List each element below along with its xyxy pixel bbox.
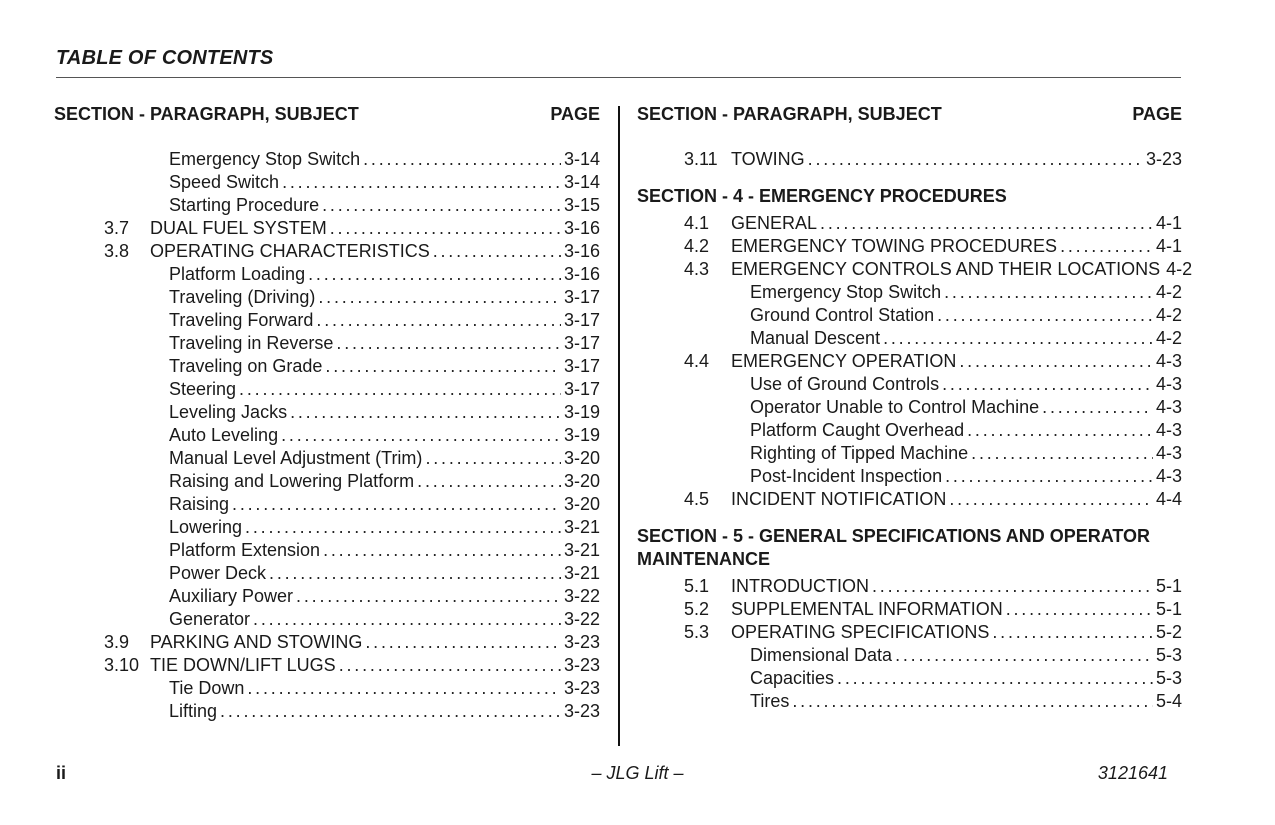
toc-entry-title: OPERATING CHARACTERISTICS bbox=[150, 241, 430, 261]
toc-entry-number: 5.1 bbox=[684, 576, 710, 596]
toc-entry-title: EMERGENCY OPERATION bbox=[731, 351, 957, 371]
toc-entry-number: 4.2 bbox=[684, 236, 710, 256]
toc-entry[interactable] bbox=[637, 327, 1182, 350]
toc-entry[interactable] bbox=[54, 401, 600, 424]
toc-entry-page: 3-15 bbox=[563, 195, 600, 215]
dot-leader bbox=[323, 539, 561, 562]
toc-entry-page: 3-16 bbox=[563, 241, 600, 261]
toc-entry-number: 4.1 bbox=[684, 213, 710, 233]
footer-doc-number: 3121641 bbox=[1097, 763, 1168, 783]
dot-leader bbox=[959, 350, 1153, 373]
dot-leader bbox=[245, 516, 561, 539]
toc-entry-page: 3-22 bbox=[563, 609, 600, 629]
toc-entry-title: Emergency Stop Switch bbox=[169, 149, 361, 169]
column-divider bbox=[618, 106, 620, 746]
toc-entry-title: Righting of Tipped Machine bbox=[750, 443, 969, 463]
toc-entry-page: 3-17 bbox=[563, 287, 600, 307]
toc-entry-title: SUPPLEMENTAL INFORMATION bbox=[731, 599, 1003, 619]
toc-entry-number: 4.4 bbox=[684, 351, 710, 371]
toc-entry-page: 3-23 bbox=[563, 678, 600, 698]
toc-entry-page: 5-3 bbox=[1155, 645, 1182, 665]
toc-entry[interactable] bbox=[54, 378, 600, 401]
toc-entry-title: Starting Procedure bbox=[169, 195, 320, 215]
column-header-left bbox=[54, 104, 600, 128]
toc-entry-page: 3-14 bbox=[563, 149, 600, 169]
toc-block-3 bbox=[637, 148, 1182, 171]
toc-entry-title: Platform Extension bbox=[169, 540, 321, 560]
toc-entry[interactable] bbox=[54, 677, 600, 700]
dot-leader bbox=[318, 286, 561, 309]
dot-leader bbox=[872, 575, 1153, 598]
toc-entry-page: 4-3 bbox=[1155, 420, 1182, 440]
footer-page-number: ii bbox=[56, 763, 67, 783]
dot-leader bbox=[971, 442, 1153, 465]
dot-leader bbox=[282, 171, 561, 194]
dot-leader bbox=[1042, 396, 1153, 419]
toc-entry-title: GENERAL bbox=[731, 213, 818, 233]
dot-leader bbox=[937, 304, 1153, 327]
toc-entry-title: Raising bbox=[169, 494, 230, 514]
dot-leader bbox=[281, 424, 561, 447]
dot-leader bbox=[232, 493, 561, 516]
toc-entry-title: Platform Loading bbox=[169, 264, 306, 284]
toc-entry[interactable] bbox=[637, 488, 1182, 511]
toc-entry-title: Steering bbox=[169, 379, 237, 399]
dot-leader bbox=[1060, 235, 1153, 258]
toc-entry-page: 3-21 bbox=[563, 563, 600, 583]
dot-leader bbox=[269, 562, 561, 585]
toc-entry-title: Operator Unable to Control Machine bbox=[750, 397, 1040, 417]
toc-entry-page: 4-3 bbox=[1155, 351, 1182, 371]
toc-entry-page: 5-1 bbox=[1155, 576, 1182, 596]
title-rule bbox=[56, 77, 1181, 78]
toc-entry-title: OPERATING SPECIFICATIONS bbox=[731, 622, 990, 642]
toc-entry-page: 3-17 bbox=[563, 310, 600, 330]
toc-entry-page: 4-2 bbox=[1155, 282, 1182, 302]
toc-entry-title: Tie Down bbox=[169, 678, 245, 698]
toc-entry[interactable] bbox=[54, 585, 600, 608]
toc-entry-page: 4-2 bbox=[1166, 259, 1193, 279]
toc-entry[interactable] bbox=[637, 350, 1182, 373]
dot-leader bbox=[253, 608, 561, 631]
toc-entry-page: 4-3 bbox=[1155, 374, 1182, 394]
column-header-right bbox=[637, 104, 1182, 128]
toc-entry-title: Emergency Stop Switch bbox=[750, 282, 942, 302]
toc-entry-title: PARKING AND STOWING bbox=[150, 632, 363, 652]
toc-entry[interactable] bbox=[54, 608, 600, 631]
toc-entry[interactable] bbox=[54, 493, 600, 516]
dot-leader bbox=[837, 667, 1153, 690]
toc-entry[interactable] bbox=[54, 240, 600, 263]
toc-entry-number: 5.2 bbox=[684, 599, 710, 619]
dot-leader bbox=[339, 654, 561, 677]
toc-entry[interactable] bbox=[54, 355, 600, 378]
dot-leader bbox=[308, 263, 561, 286]
dot-leader bbox=[949, 488, 1153, 511]
dot-leader bbox=[330, 217, 561, 240]
toc-entry[interactable] bbox=[54, 217, 600, 240]
toc-entry-page: 3-14 bbox=[563, 172, 600, 192]
toc-entry-page: 3-23 bbox=[563, 632, 600, 652]
toc-block-5 bbox=[637, 575, 1182, 713]
dot-leader bbox=[944, 281, 1153, 304]
toc-entry-number: 3.7 bbox=[104, 218, 130, 238]
toc-entry-title: Post-Incident Inspection bbox=[750, 466, 943, 486]
toc-entry[interactable] bbox=[54, 332, 600, 355]
toc-entry-title: EMERGENCY CONTROLS AND THEIR LOCATIONS bbox=[731, 259, 1161, 279]
toc-entry-title: Traveling Forward bbox=[169, 310, 314, 330]
toc-entry[interactable] bbox=[637, 235, 1182, 258]
toc-entry-page: 4-3 bbox=[1155, 466, 1182, 486]
dot-leader bbox=[808, 148, 1143, 171]
toc-entry-page: 5-2 bbox=[1155, 622, 1182, 642]
toc-entry[interactable] bbox=[637, 419, 1182, 442]
toc-entry[interactable] bbox=[54, 171, 600, 194]
toc-entry-page: 4-2 bbox=[1155, 328, 1182, 348]
toc-entry-page: 4-1 bbox=[1155, 213, 1182, 233]
toc-entry[interactable] bbox=[54, 447, 600, 470]
toc-left-column bbox=[54, 104, 600, 723]
toc-entry-page: 4-1 bbox=[1155, 236, 1182, 256]
dot-leader bbox=[365, 631, 561, 654]
toc-entry-title: Ground Control Station bbox=[750, 305, 935, 325]
toc-entry[interactable] bbox=[54, 516, 600, 539]
dot-leader bbox=[820, 212, 1153, 235]
toc-entry-title: Raising and Lowering Platform bbox=[169, 471, 415, 491]
dot-leader bbox=[363, 148, 561, 171]
toc-entry-page: 3-19 bbox=[563, 425, 600, 445]
column-header-page: PAGE bbox=[1132, 104, 1182, 124]
toc-entry[interactable] bbox=[637, 258, 1193, 281]
toc-entry[interactable] bbox=[54, 631, 600, 654]
toc-entry-title: Lowering bbox=[169, 517, 243, 537]
toc-entry-number: 4.5 bbox=[684, 489, 710, 509]
toc-entry-title: Capacities bbox=[750, 668, 835, 688]
dot-leader bbox=[945, 465, 1153, 488]
page-title: TABLE OF CONTENTS bbox=[56, 47, 274, 69]
toc-entry[interactable] bbox=[54, 286, 600, 309]
toc-entry-title: Traveling on Grade bbox=[169, 356, 323, 376]
toc-entry-title: Leveling Jacks bbox=[169, 402, 288, 422]
toc-entry-title: Lifting bbox=[169, 701, 218, 721]
toc-entry-page: 3-16 bbox=[563, 218, 600, 238]
toc-entry-title: Traveling in Reverse bbox=[169, 333, 334, 353]
toc-entry[interactable] bbox=[637, 396, 1182, 419]
toc-entry[interactable] bbox=[54, 470, 600, 493]
toc-entry-title: EMERGENCY TOWING PROCEDURES bbox=[731, 236, 1058, 256]
dot-leader bbox=[883, 327, 1153, 350]
toc-entry-title: Dimensional Data bbox=[750, 645, 893, 665]
toc-entry-title: Auto Leveling bbox=[169, 425, 279, 445]
dot-leader bbox=[942, 373, 1153, 396]
toc-entry-page: 3-23 bbox=[1145, 149, 1182, 169]
toc-entry[interactable] bbox=[54, 539, 600, 562]
toc-entry[interactable] bbox=[637, 621, 1182, 644]
toc-entry-title: Use of Ground Controls bbox=[750, 374, 940, 394]
toc-entry[interactable] bbox=[54, 309, 600, 332]
toc-entry-title: Tires bbox=[750, 691, 790, 711]
toc-entry[interactable] bbox=[54, 194, 600, 217]
toc-entry-title: DUAL FUEL SYSTEM bbox=[150, 218, 327, 238]
toc-entry-number: 4.3 bbox=[684, 259, 710, 279]
dot-leader bbox=[417, 470, 561, 493]
toc-entry-title: Power Deck bbox=[169, 563, 267, 583]
column-header-subject: SECTION - PARAGRAPH, SUBJECT bbox=[54, 104, 359, 124]
toc-entry-page: 3-16 bbox=[563, 264, 600, 284]
section-5-heading: SECTION - 5 - GENERAL SPECIFICATIONS AND OPERATOR MAINTENANCE bbox=[637, 526, 1151, 569]
toc-entry-page: 4-3 bbox=[1155, 443, 1182, 463]
dot-leader bbox=[239, 378, 561, 401]
toc-entry-page: 3-21 bbox=[563, 540, 600, 560]
toc-entry[interactable] bbox=[54, 148, 600, 171]
toc-entry-title: Generator bbox=[169, 609, 251, 629]
dot-leader bbox=[325, 355, 561, 378]
toc-entry-page: 3-20 bbox=[563, 494, 600, 514]
toc-entry-number: 3.9 bbox=[104, 632, 130, 652]
toc-entry-page: 3-21 bbox=[563, 517, 600, 537]
toc-entry-page: 4-3 bbox=[1155, 397, 1182, 417]
toc-entry[interactable] bbox=[637, 465, 1182, 488]
column-header-subject: SECTION - PARAGRAPH, SUBJECT bbox=[637, 104, 942, 124]
toc-entry-page: 3-23 bbox=[563, 701, 600, 721]
toc-entry[interactable] bbox=[637, 575, 1182, 598]
toc-entry-page: 5-3 bbox=[1155, 668, 1182, 688]
toc-entry-page: 5-4 bbox=[1155, 691, 1182, 711]
dot-leader bbox=[247, 677, 561, 700]
dot-leader bbox=[1006, 598, 1153, 621]
toc-entry-page: 3-23 bbox=[563, 655, 600, 675]
toc-entry-number: 3.8 bbox=[104, 241, 130, 261]
toc-entry-number: 3.11 bbox=[684, 149, 718, 169]
dot-leader bbox=[967, 419, 1153, 442]
toc-entry-number: 3.10 bbox=[104, 655, 140, 675]
toc-entry-title: Speed Switch bbox=[169, 172, 280, 192]
toc-entry[interactable] bbox=[637, 667, 1182, 690]
toc-entry-title: TIE DOWN/LIFT LUGS bbox=[150, 655, 336, 675]
toc-entry-page: 3-20 bbox=[563, 448, 600, 468]
toc-entry-title: Manual Level Adjustment (Trim) bbox=[169, 448, 423, 468]
dot-leader bbox=[433, 240, 561, 263]
toc-entry[interactable] bbox=[637, 644, 1182, 667]
toc-entry[interactable] bbox=[637, 373, 1182, 396]
toc-entry[interactable] bbox=[637, 148, 1182, 171]
dot-leader bbox=[290, 401, 561, 424]
toc-entry-title: Auxiliary Power bbox=[169, 586, 294, 606]
toc-block-4 bbox=[637, 212, 1193, 511]
toc-right-column bbox=[637, 104, 1193, 727]
toc-entry[interactable] bbox=[54, 654, 600, 677]
toc-entry-title: INCIDENT NOTIFICATION bbox=[731, 489, 947, 509]
toc-entry[interactable] bbox=[637, 442, 1182, 465]
toc-right-list bbox=[637, 148, 1193, 713]
toc-entry[interactable] bbox=[637, 598, 1182, 621]
dot-leader bbox=[336, 332, 561, 355]
toc-entry-page: 3-17 bbox=[563, 379, 600, 399]
toc-left-list bbox=[54, 148, 600, 723]
dot-leader bbox=[992, 621, 1153, 644]
toc-entry[interactable] bbox=[54, 263, 600, 286]
toc-entry-title: Manual Descent bbox=[750, 328, 881, 348]
column-header-page: PAGE bbox=[550, 104, 600, 124]
toc-entry[interactable] bbox=[54, 700, 600, 723]
dot-leader bbox=[425, 447, 561, 470]
toc-entry[interactable] bbox=[637, 212, 1182, 235]
toc-entry[interactable] bbox=[637, 690, 1182, 713]
toc-entry-page: 3-19 bbox=[563, 402, 600, 422]
footer-center-text: – JLG Lift – bbox=[591, 763, 684, 783]
toc-entry-page: 4-4 bbox=[1155, 489, 1182, 509]
toc-entry[interactable] bbox=[637, 281, 1182, 304]
toc-entry[interactable] bbox=[54, 562, 600, 585]
toc-entry-page: 3-17 bbox=[563, 356, 600, 376]
toc-entry-page: 3-22 bbox=[563, 586, 600, 606]
toc-entry-title: TOWING bbox=[731, 149, 805, 169]
dot-leader bbox=[316, 309, 561, 332]
toc-entry-title: INTRODUCTION bbox=[731, 576, 869, 596]
toc-entry[interactable] bbox=[54, 424, 600, 447]
dot-leader bbox=[895, 644, 1153, 667]
section-4-heading: SECTION - 4 - EMERGENCY PROCEDURES bbox=[637, 186, 1007, 206]
dot-leader bbox=[792, 690, 1153, 713]
dot-leader bbox=[296, 585, 561, 608]
toc-entry-title: Traveling (Driving) bbox=[169, 287, 316, 307]
toc-entry-page: 5-1 bbox=[1155, 599, 1182, 619]
toc-entry-page: 3-17 bbox=[563, 333, 600, 353]
dot-leader bbox=[220, 700, 561, 723]
toc-entry-page: 4-2 bbox=[1155, 305, 1182, 325]
toc-entry-page: 3-20 bbox=[563, 471, 600, 491]
toc-entry[interactable] bbox=[637, 304, 1182, 327]
dot-leader bbox=[322, 194, 561, 217]
toc-entry-number: 5.3 bbox=[684, 622, 710, 642]
toc-entry-title: Platform Caught Overhead bbox=[750, 420, 965, 440]
